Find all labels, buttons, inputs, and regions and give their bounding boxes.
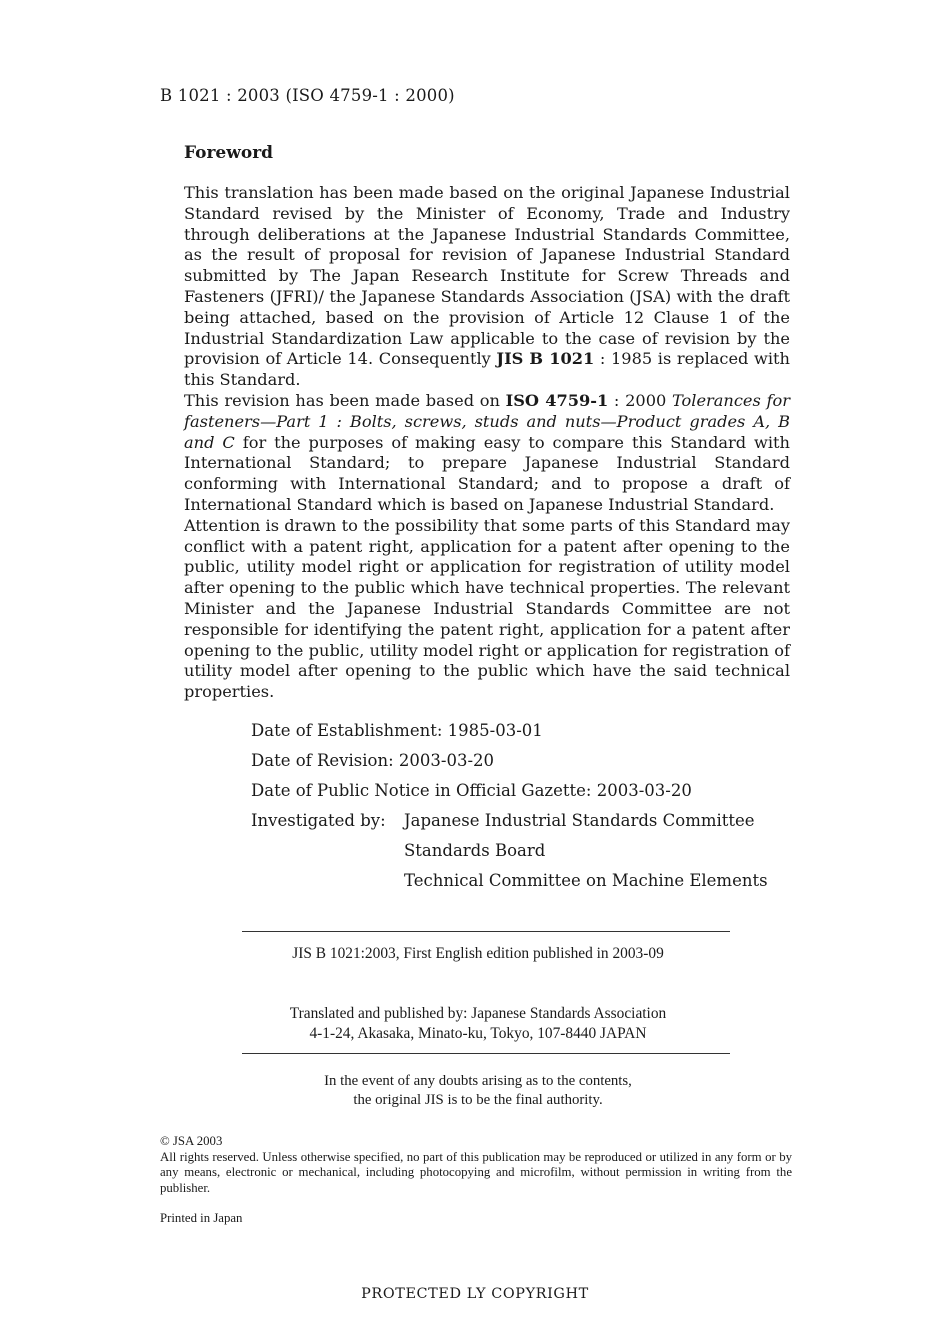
foreword-p1-end-pre: Consequently [378, 349, 497, 369]
iso-reference: ISO 4759-1 [505, 390, 609, 410]
investigated-line-3: Technical Committee on Machine Elements [404, 871, 768, 890]
foreword-title: Foreword [184, 143, 274, 163]
foreword-paragraph-2 [184, 391, 790, 516]
investigated-line-1: Japanese Industrial Standards Committee [404, 811, 755, 830]
publisher-line-2: 4-1-24, Akasaka, Minato-ku, Tokyo, 107-8440 JAPAN [309, 1025, 647, 1042]
date-establishment: Date of Establishment: 1985-03-01 [251, 721, 543, 740]
publisher-block [160, 1004, 796, 1044]
foreword-body [184, 183, 790, 703]
foreword-p2-mid: : 2000 [608, 390, 672, 410]
date-public-notice: Date of Public Notice in Official Gazette: 2003-03-20 [251, 781, 692, 800]
iso-title: Tolerances for fasteners—Part 1 : Bolts, screws, studs and nuts—Product grades A, B and C [184, 390, 790, 452]
authority-note [160, 1072, 796, 1110]
foreword-p2-post: for the purposes of making easy to compare this Standard with International Standard; to prepare Japanese Industrial Standard conforming with International Standard; and to propose a draft of International Standard which is based on Japanese Industrial Standard. [184, 432, 790, 514]
copyright-footer: PROTECTED LY COPYRIGHT [361, 1286, 589, 1302]
foreword-p1-end-post: : 1985 is replaced with this Standard. [184, 349, 790, 390]
dates-block [251, 721, 768, 890]
foreword-paragraph-1 [184, 183, 790, 391]
copyright-block [160, 1134, 792, 1196]
document-header: B 1021 : 2003 (ISO 4759-1 : 2000) [160, 86, 455, 105]
investigated-line-2: Standards Board [404, 841, 546, 860]
printed-in: Printed in Japan [160, 1211, 243, 1225]
foreword-p2-pre: This revision has been made based on [184, 390, 506, 410]
divider-top [242, 931, 730, 932]
rights-statement: All rights reserved. Unless otherwise specified, no part of this publication may be reproduced or utilized in any form or by any means, electronic or mechanical, including photocopying and microfilm, without permission in writing from the publisher. [160, 1149, 792, 1195]
divider-bottom [242, 1053, 730, 1054]
date-revision: Date of Revision: 2003-03-20 [251, 751, 495, 770]
jis-reference: JIS B 1021 [496, 349, 595, 369]
copyright-line: © JSA 2003 [160, 1134, 223, 1148]
authority-line-2: the original JIS is to be the final authority. [353, 1092, 603, 1108]
investigated-label: Investigated by: [251, 811, 386, 830]
publisher-line-1: Translated and published by: Japanese Standards Association [289, 1005, 667, 1022]
authority-line-1: In the event of any doubts arising as to the contents, [324, 1073, 632, 1089]
edition-note: JIS B 1021:2003, First English edition published in 2003-09 [292, 945, 664, 962]
foreword-paragraph-3: Attention is drawn to the possibility that some parts of this Standard may conflict with a patent right, application for a patent after opening to the public, utility model right or application for registration of utility model after opening to the public which have technical properties. The relevant Minister and the Japanese Industrial Standards Committee are not responsible for identifying the patent right, application for a patent after opening to the public, utility model right or application for registration of utility model after opening to the public which have the said technical properties. [184, 515, 790, 702]
investigated-row [251, 811, 768, 890]
foreword-p1-text: This translation has been made based on the original Japanese Industrial Standard revised by the Minister of Economy, Trade and Industry through deliberations at the Japanese Industrial Standards Committee, as the result of proposal for revision of Japanese Industrial Standard submitted by The Japan Research Institute for Screw Threads and Fasteners (JFRI)/ the Japanese Standards Association (JSA) with the draft being attached, based on the provision of Article 12 Clause 1 of the Industrial Standardization Law applicable to the case of revision by the provision of Article 14. [184, 183, 790, 369]
